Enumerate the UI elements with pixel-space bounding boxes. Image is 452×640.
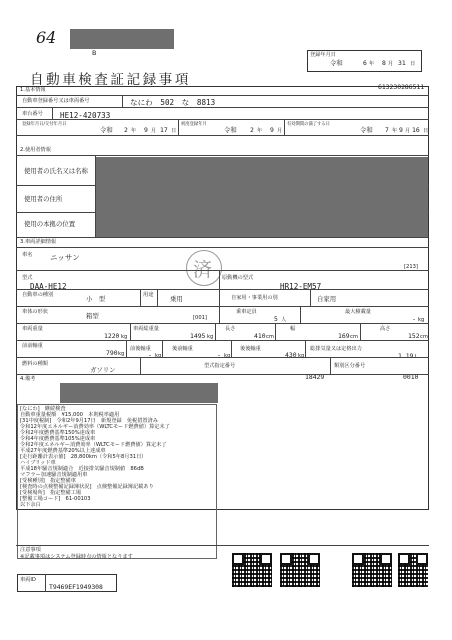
front-axle-unit: kg <box>118 351 125 357</box>
registration-day-unit: 日 <box>410 61 416 67</box>
width-label: 幅 <box>290 326 296 332</box>
user-base-label: 使用の本拠の位置 <box>24 220 76 228</box>
footer-note-label: 注意事項 <box>20 547 41 553</box>
length-unit: cm <box>266 334 274 340</box>
first-reg-year: 2 <box>124 126 128 134</box>
first-year-month-unit: 月 <box>277 128 283 134</box>
remarks-list <box>20 407 216 508</box>
redacted-remarks <box>60 383 218 403</box>
capacity-value: 5 <box>274 315 278 323</box>
height-unit: cm <box>420 334 428 340</box>
vin-value: HE12-420733 <box>60 111 111 120</box>
plate-value: なにわ 502 な 8813 <box>130 98 216 107</box>
redacted-user-info <box>96 157 428 237</box>
rear2-unit: kg <box>298 353 305 359</box>
registration-day: 31 <box>398 59 406 67</box>
code-001: [001] <box>193 315 207 321</box>
fuel-label: 燃料の種類 <box>22 361 48 367</box>
plate-label: 自動車登録番号又は車両番号 <box>22 98 90 104</box>
width-value: 169 <box>338 332 350 340</box>
remark-line: 令和2年度燃費基準150%達成車 <box>20 429 96 436</box>
use-value: 乗用 <box>170 295 183 303</box>
model-no-value: 18429 <box>305 373 325 381</box>
registration-month: 8 <box>382 59 386 67</box>
footer-note: ※記載事項はシステム登録時点の情報となります <box>20 554 133 560</box>
weight-label: 車両重量 <box>22 326 43 332</box>
vin-label: 車台番号 <box>22 111 43 117</box>
front2-unit: kg <box>155 353 162 359</box>
remark-line: 令和4年度燃費基準105%達成車 <box>20 435 96 442</box>
remark-line: [整備工場コード] 61-00103 <box>20 495 91 502</box>
remark-line: [受検場所] 指定整備工場 <box>20 489 82 496</box>
remark-line: [走行距離計表示値] 28,800km（令和5年8月31日） <box>20 453 147 460</box>
section2-label: 2.使用者情報 <box>20 147 51 153</box>
first-reg-year-unit: 年 <box>131 128 137 134</box>
first-year-label: 初度登録年月 <box>181 122 207 127</box>
expiry-month: 9 <box>399 126 403 134</box>
private-label: 自家用・事業用の別 <box>231 295 278 301</box>
remark-line: 令和2年度エネルギー消費効率（WLTCモード燃費値）算定未了 <box>20 441 167 448</box>
rear1-unit: kg <box>224 353 231 359</box>
expiry-year: 7 <box>385 126 389 134</box>
code-213: [213] <box>404 264 418 270</box>
gross-label: 車両総重量 <box>133 326 159 332</box>
first-reg-month: 9 <box>144 126 148 134</box>
registration-year: 6 <box>363 59 367 67</box>
capacity-label: 乗車定員 <box>236 309 257 315</box>
expiry-year-unit: 年 <box>392 128 398 134</box>
use-label: 用途 <box>143 292 154 298</box>
first-reg-month-unit: 月 <box>151 128 157 134</box>
model-no-label: 型式指定番号 <box>204 363 236 369</box>
capacity-unit: 人 <box>281 317 287 323</box>
length-label: 長さ <box>225 326 236 332</box>
expiry-day-unit: 日 <box>423 128 429 134</box>
displacement-unit: L <box>415 354 418 360</box>
displacement-value: 1.19 <box>398 352 414 360</box>
maker-value: ニッサン <box>50 253 80 262</box>
engine-label: 原動機の型式 <box>222 275 254 281</box>
section3-label: 3.車両詳細情報 <box>20 239 57 245</box>
expiry-month-unit: 月 <box>405 128 411 134</box>
private-value: 自家用 <box>317 295 337 303</box>
body-label: 車体の形状 <box>22 309 48 315</box>
registration-era: 令和 <box>330 59 343 67</box>
section4-label: 4.備考 <box>20 376 36 382</box>
remark-line: 平成27年度燃費基準20%以上達成車 <box>20 447 106 454</box>
width-unit: cm <box>350 334 358 340</box>
section1-label: 1.基本情報 <box>20 87 46 93</box>
registration-month-unit: 月 <box>388 61 394 67</box>
expiry-era: 令和 <box>360 126 373 134</box>
remark-line: 令和12年度エネルギー消費効率（WLTCモード燃費値）算定未了 <box>20 423 170 430</box>
displacement-label: 総排気量又は定格出力 <box>310 346 362 352</box>
remark-line: 自動車重量税額 ¥15,000 本則税率適用 <box>20 411 120 418</box>
kind-label: 自動車の種別 <box>22 292 54 298</box>
stamp-char: 済 <box>193 259 213 281</box>
qr-code-3 <box>352 553 392 587</box>
engine-value: HR12-EM57 <box>280 282 322 291</box>
front2-value: - <box>148 351 152 359</box>
remark-line: 平成18年騒音規制適合 近接排気騒音規制値 86dB <box>20 465 144 472</box>
front-axle-value: 790 <box>106 349 118 357</box>
qr-code-1 <box>232 553 272 587</box>
first-reg-day-unit: 日 <box>171 128 177 134</box>
remark-line: [検査時の点検整備記録簿状況] 点検整備記録簿記載あり <box>20 483 154 490</box>
remark-line: 以下余白 <box>20 501 41 508</box>
class-no-value: 0010 <box>403 373 419 381</box>
front2-label: 前後軸重 <box>130 346 151 352</box>
weight-value: 1220 <box>104 332 120 340</box>
height-label: 高さ <box>380 326 391 332</box>
length-value: 410 <box>254 332 266 340</box>
user-name-label: 使用者の氏名又は名称 <box>24 167 88 175</box>
first-year-month: 9 <box>270 126 274 134</box>
fuel-value: ガソリン <box>90 366 116 374</box>
user-address-label: 使用者の住所 <box>24 195 63 203</box>
type-label: 型式 <box>22 275 33 281</box>
kind-value: 小 型 <box>86 295 106 303</box>
remark-line: マフラー加速騒音規制適用車 <box>20 471 88 478</box>
type-value: DAA-HE12 <box>30 282 67 291</box>
gross-unit: kg <box>207 334 214 340</box>
remark-line: [受検種別] 指定整備車 <box>20 477 76 484</box>
vehicle-id: T9469EF1949308 <box>49 583 103 591</box>
remark-line: [31中度税制] 令和2年9月17日 新規登録 免税措置済み <box>20 417 158 424</box>
redacted-top <box>70 29 174 49</box>
first-reg-era: 令和 <box>100 126 113 134</box>
max-load-value: - <box>412 315 416 323</box>
weight-unit: kg <box>121 334 128 340</box>
class-no-label: 類別区分番号 <box>334 363 366 369</box>
registration-year-unit: 年 <box>369 61 375 67</box>
doc-number: 613230286511 <box>378 83 425 91</box>
first-year-year-unit: 年 <box>257 128 263 134</box>
expiry-label: 有効期間の満了する日 <box>287 122 330 127</box>
remark-line: ハイブリッド車 <box>20 459 56 466</box>
rear2-value: 430 <box>285 351 297 359</box>
gross-value: 1495 <box>190 332 206 340</box>
maker-label: 車名 <box>22 252 33 258</box>
registration-date-label: 登録年月日 <box>310 52 336 58</box>
expiry-day: 16 <box>412 126 420 134</box>
first-reg-day: 17 <box>160 126 168 134</box>
max-load-unit: kg <box>418 317 425 323</box>
rear2-label: 後後軸重 <box>240 346 261 352</box>
vehicle-id-label: 車両ID <box>20 577 36 583</box>
page-title: 自動車検査証記録事項 <box>30 72 191 88</box>
rear1-value: - <box>217 351 221 359</box>
handwritten-number: 64 <box>36 28 57 47</box>
max-load-label: 最大積載量 <box>345 309 371 315</box>
qr-code-4 <box>398 553 428 587</box>
first-year-year: 2 <box>250 126 254 134</box>
body-value: 箱型 <box>86 312 99 320</box>
first-year-era: 令和 <box>224 126 237 134</box>
front-axle-label: 前前軸重 <box>22 343 43 349</box>
remark-line: [なにわ] 継続検査 <box>20 406 66 412</box>
first-reg-label: 登録年月日/交付年月日 <box>22 122 67 127</box>
qr-code-2 <box>280 553 320 587</box>
top-letter: B <box>92 49 97 57</box>
rear1-label: 後前軸重 <box>172 346 193 352</box>
height-value: 152 <box>408 332 420 340</box>
